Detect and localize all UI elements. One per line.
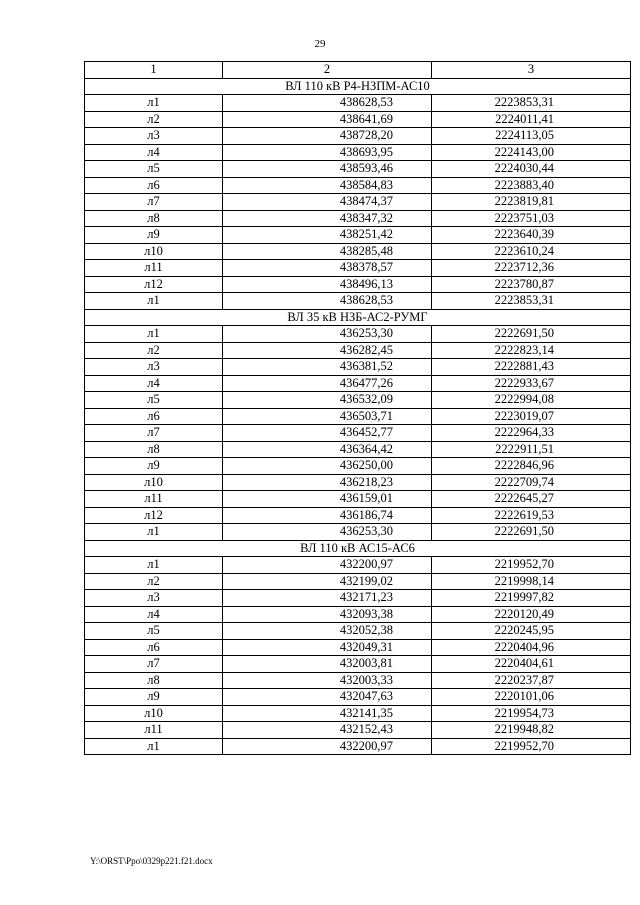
header-cell: 3 — [432, 62, 631, 79]
y-coordinate-cell: 2219998,14 — [432, 573, 631, 590]
point-label-cell: л7 — [85, 656, 223, 673]
y-coordinate-cell: 2224143,00 — [432, 144, 631, 161]
section-title-row — [85, 309, 631, 326]
point-label-cell: л4 — [85, 606, 223, 623]
table-row — [85, 293, 631, 310]
table-row — [85, 491, 631, 508]
table-row — [85, 326, 631, 343]
point-label-cell: л11 — [85, 260, 223, 277]
table-row — [85, 260, 631, 277]
point-label-cell: л9 — [85, 227, 223, 244]
y-coordinate-cell: 2224011,41 — [432, 111, 631, 128]
table-row — [85, 408, 631, 425]
y-coordinate-cell: 2222691,50 — [432, 326, 631, 343]
point-label-cell: л7 — [85, 194, 223, 211]
x-coordinate-cell: 436381,52 — [223, 359, 432, 376]
point-label-cell: л1 — [85, 738, 223, 755]
table-row — [85, 392, 631, 409]
y-coordinate-cell: 2223819,81 — [432, 194, 631, 211]
x-coordinate-cell: 436282,45 — [223, 342, 432, 359]
y-coordinate-cell: 2220245,95 — [432, 623, 631, 640]
x-coordinate-cell: 438285,48 — [223, 243, 432, 260]
point-label-cell: л2 — [85, 573, 223, 590]
x-coordinate-cell: 436364,42 — [223, 441, 432, 458]
header-cell: 2 — [223, 62, 432, 79]
point-label-cell: л8 — [85, 441, 223, 458]
y-coordinate-cell: 2223853,31 — [432, 95, 631, 112]
table-row — [85, 359, 631, 376]
point-label-cell: л4 — [85, 144, 223, 161]
x-coordinate-cell: 432152,43 — [223, 722, 432, 739]
point-label-cell: л8 — [85, 210, 223, 227]
point-label-cell: л2 — [85, 342, 223, 359]
y-coordinate-cell: 2223853,31 — [432, 293, 631, 310]
x-coordinate-cell: 432003,81 — [223, 656, 432, 673]
x-coordinate-cell: 436159,01 — [223, 491, 432, 508]
point-label-cell: л3 — [85, 359, 223, 376]
x-coordinate-cell: 432003,33 — [223, 672, 432, 689]
table-row — [85, 656, 631, 673]
y-coordinate-cell: 2219952,70 — [432, 738, 631, 755]
header-cell: 1 — [85, 62, 223, 79]
table-body — [85, 62, 631, 755]
y-coordinate-cell: 2223883,40 — [432, 177, 631, 194]
page-number: 29 — [314, 38, 326, 50]
y-coordinate-cell: 2222881,43 — [432, 359, 631, 376]
point-label-cell: л12 — [85, 276, 223, 293]
y-coordinate-cell: 2220404,61 — [432, 656, 631, 673]
table-row — [85, 161, 631, 178]
y-coordinate-cell: 2223019,07 — [432, 408, 631, 425]
point-label-cell: л10 — [85, 243, 223, 260]
point-label-cell: л11 — [85, 491, 223, 508]
point-label-cell: л7 — [85, 425, 223, 442]
table-row — [85, 276, 631, 293]
y-coordinate-cell: 2220120,49 — [432, 606, 631, 623]
x-coordinate-cell: 438474,37 — [223, 194, 432, 211]
section-title: ВЛ 35 кВ НЗБ-АС2-РУМГ — [85, 309, 631, 326]
x-coordinate-cell: 436452,77 — [223, 425, 432, 442]
section-title-row — [85, 540, 631, 557]
point-label-cell: л1 — [85, 524, 223, 541]
table-row — [85, 243, 631, 260]
point-label-cell: л10 — [85, 705, 223, 722]
y-coordinate-cell: 2222846,96 — [432, 458, 631, 475]
y-coordinate-cell: 2223712,36 — [432, 260, 631, 277]
x-coordinate-cell: 438693,95 — [223, 144, 432, 161]
x-coordinate-cell: 436250,00 — [223, 458, 432, 475]
x-coordinate-cell: 436186,74 — [223, 507, 432, 524]
point-label-cell: л6 — [85, 177, 223, 194]
x-coordinate-cell: 438347,32 — [223, 210, 432, 227]
table-row — [85, 441, 631, 458]
y-coordinate-cell: 2219952,70 — [432, 557, 631, 574]
table-row — [85, 722, 631, 739]
y-coordinate-cell: 2220101,06 — [432, 689, 631, 706]
y-coordinate-cell: 2222619,53 — [432, 507, 631, 524]
x-coordinate-cell: 438378,57 — [223, 260, 432, 277]
x-coordinate-cell: 438728,20 — [223, 128, 432, 145]
y-coordinate-cell: 2222964,33 — [432, 425, 631, 442]
coordinates-table — [84, 61, 631, 755]
table-row — [85, 95, 631, 112]
point-label-cell: л3 — [85, 590, 223, 607]
table-row — [85, 639, 631, 656]
table-row — [85, 194, 631, 211]
point-label-cell: л9 — [85, 689, 223, 706]
point-label-cell: л5 — [85, 161, 223, 178]
point-label-cell: л4 — [85, 375, 223, 392]
y-coordinate-cell: 2220404,96 — [432, 639, 631, 656]
point-label-cell: л1 — [85, 557, 223, 574]
x-coordinate-cell: 432171,23 — [223, 590, 432, 607]
point-label-cell: л5 — [85, 623, 223, 640]
point-label-cell: л9 — [85, 458, 223, 475]
section-title: ВЛ 110 кВ АС15-АС6 — [85, 540, 631, 557]
x-coordinate-cell: 438628,53 — [223, 95, 432, 112]
table-row — [85, 177, 631, 194]
x-coordinate-cell: 436253,30 — [223, 326, 432, 343]
x-coordinate-cell: 438628,53 — [223, 293, 432, 310]
x-coordinate-cell: 432200,97 — [223, 738, 432, 755]
point-label-cell: л12 — [85, 507, 223, 524]
section-title: ВЛ 110 кВ Р4-НЗПМ-АС10 — [85, 78, 631, 95]
point-label-cell: л1 — [85, 95, 223, 112]
table-row — [85, 375, 631, 392]
y-coordinate-cell: 2224030,44 — [432, 161, 631, 178]
table-row — [85, 524, 631, 541]
x-coordinate-cell: 438593,46 — [223, 161, 432, 178]
table-row — [85, 672, 631, 689]
x-coordinate-cell: 438641,69 — [223, 111, 432, 128]
point-label-cell: л5 — [85, 392, 223, 409]
table-row — [85, 227, 631, 244]
x-coordinate-cell: 432049,31 — [223, 639, 432, 656]
table-row — [85, 573, 631, 590]
table-row — [85, 507, 631, 524]
table-row — [85, 425, 631, 442]
table-row — [85, 738, 631, 755]
table-row — [85, 144, 631, 161]
x-coordinate-cell: 432052,38 — [223, 623, 432, 640]
x-coordinate-cell: 432141,35 — [223, 705, 432, 722]
x-coordinate-cell: 432199,02 — [223, 573, 432, 590]
x-coordinate-cell: 436218,23 — [223, 474, 432, 491]
point-label-cell: л6 — [85, 639, 223, 656]
y-coordinate-cell: 2222911,51 — [432, 441, 631, 458]
point-label-cell: л8 — [85, 672, 223, 689]
y-coordinate-cell: 2222691,50 — [432, 524, 631, 541]
point-label-cell: л1 — [85, 326, 223, 343]
table-row — [85, 705, 631, 722]
x-coordinate-cell: 438584,83 — [223, 177, 432, 194]
x-coordinate-cell: 432093,38 — [223, 606, 432, 623]
x-coordinate-cell: 438496,13 — [223, 276, 432, 293]
table-row — [85, 210, 631, 227]
x-coordinate-cell: 436503,71 — [223, 408, 432, 425]
table-row — [85, 128, 631, 145]
section-title-row — [85, 78, 631, 95]
point-label-cell: л6 — [85, 408, 223, 425]
y-coordinate-cell: 2223751,03 — [432, 210, 631, 227]
point-label-cell: л11 — [85, 722, 223, 739]
y-coordinate-cell: 2223610,24 — [432, 243, 631, 260]
y-coordinate-cell: 2223780,87 — [432, 276, 631, 293]
y-coordinate-cell: 2219954,73 — [432, 705, 631, 722]
file-path-footer: Y:\ORST\Ppo\0329p221.f21.docx — [90, 856, 213, 866]
point-label-cell: л10 — [85, 474, 223, 491]
table-row — [85, 458, 631, 475]
table-row — [85, 590, 631, 607]
x-coordinate-cell: 432200,97 — [223, 557, 432, 574]
x-coordinate-cell: 436253,30 — [223, 524, 432, 541]
y-coordinate-cell: 2222933,67 — [432, 375, 631, 392]
header-row — [85, 62, 631, 79]
point-label-cell: л1 — [85, 293, 223, 310]
table-row — [85, 342, 631, 359]
table-row — [85, 623, 631, 640]
y-coordinate-cell: 2224113,05 — [432, 128, 631, 145]
table-row — [85, 557, 631, 574]
x-coordinate-cell: 436477,26 — [223, 375, 432, 392]
y-coordinate-cell: 2219948,82 — [432, 722, 631, 739]
table-row — [85, 474, 631, 491]
y-coordinate-cell: 2222645,27 — [432, 491, 631, 508]
table-row — [85, 111, 631, 128]
y-coordinate-cell: 2222823,14 — [432, 342, 631, 359]
y-coordinate-cell: 2223640,39 — [432, 227, 631, 244]
y-coordinate-cell: 2222709,74 — [432, 474, 631, 491]
y-coordinate-cell: 2222994,08 — [432, 392, 631, 409]
table-row — [85, 689, 631, 706]
x-coordinate-cell: 438251,42 — [223, 227, 432, 244]
y-coordinate-cell: 2220237,87 — [432, 672, 631, 689]
point-label-cell: л2 — [85, 111, 223, 128]
point-label-cell: л3 — [85, 128, 223, 145]
x-coordinate-cell: 432047,63 — [223, 689, 432, 706]
x-coordinate-cell: 436532,09 — [223, 392, 432, 409]
table-row — [85, 606, 631, 623]
y-coordinate-cell: 2219997,82 — [432, 590, 631, 607]
